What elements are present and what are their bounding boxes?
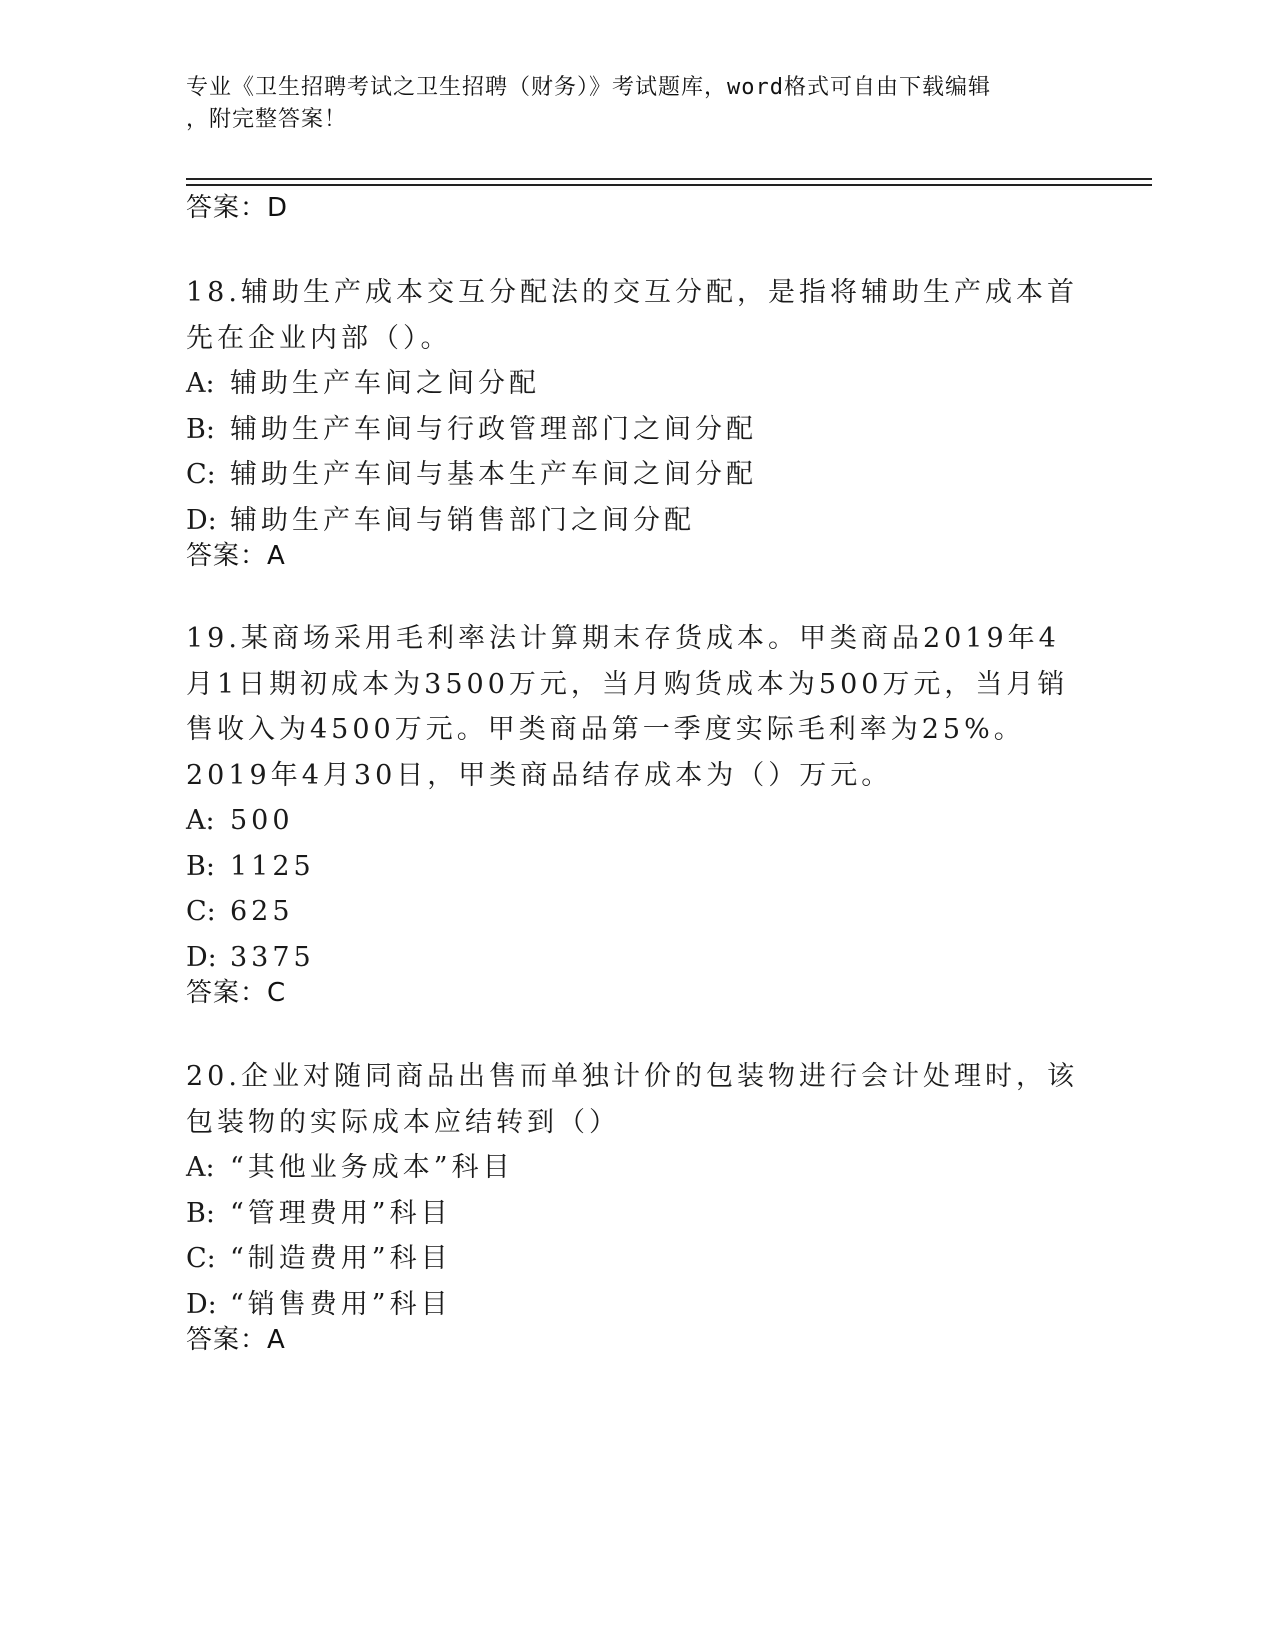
option-d: D: “销售费用”科目: [186, 1288, 452, 1320]
option-c: C: 625: [186, 896, 294, 927]
header-divider-top: [186, 178, 1152, 180]
question-19: [186, 616, 1086, 980]
previous-answer: 答案：D: [186, 193, 289, 223]
answer-18: 答案：A: [186, 541, 286, 571]
header-line-2: ，附完整答案！: [186, 107, 348, 132]
question-stem: 19.某商场采用毛利率法计算期末存货成本。甲类商品2019年4月1日期初成本为3500万元，当月购货成本为500万元，当月销售收入为4500万元。甲类商品第一季度实际毛利率为25%。2019年4月30日，甲类商品结存成本为（）万元。: [186, 623, 1069, 791]
option-c: C: “制造费用”科目: [186, 1243, 452, 1274]
question-18: [186, 270, 1086, 543]
option-a: A: 500: [186, 805, 294, 836]
answer-20: 答案：A: [186, 1325, 286, 1355]
option-b: B: “管理费用”科目: [186, 1197, 452, 1229]
option-b: B: 1125: [186, 850, 315, 882]
question-stem: 18.辅助生产成本交互分配法的交互分配，是指将辅助生产成本首先在企业内部（）。: [186, 277, 1078, 354]
header-line-1: 专业《卫生招聘考试之卫生招聘（财务）》考试题库，word格式可自由下载编辑: [186, 75, 991, 100]
question-20: [186, 1054, 1086, 1327]
option-d: D: 辅助生产车间与销售部门之间分配: [186, 504, 695, 536]
page-header: [186, 72, 1086, 136]
option-b: B: 辅助生产车间与行政管理部门之间分配: [186, 413, 757, 445]
option-d: D: 3375: [186, 941, 315, 973]
option-a: A: “其他业务成本”科目: [186, 1152, 514, 1183]
question-stem: 20.企业对随同商品出售而单独计价的包装物进行会计处理时，该包装物的实际成本应结转到（）: [186, 1061, 1078, 1138]
option-a: A: 辅助生产车间之间分配: [186, 368, 540, 399]
answer-19: 答案：C: [186, 978, 287, 1008]
option-c: C: 辅助生产车间与基本生产车间之间分配: [186, 459, 757, 490]
header-divider-bottom: [186, 184, 1152, 186]
